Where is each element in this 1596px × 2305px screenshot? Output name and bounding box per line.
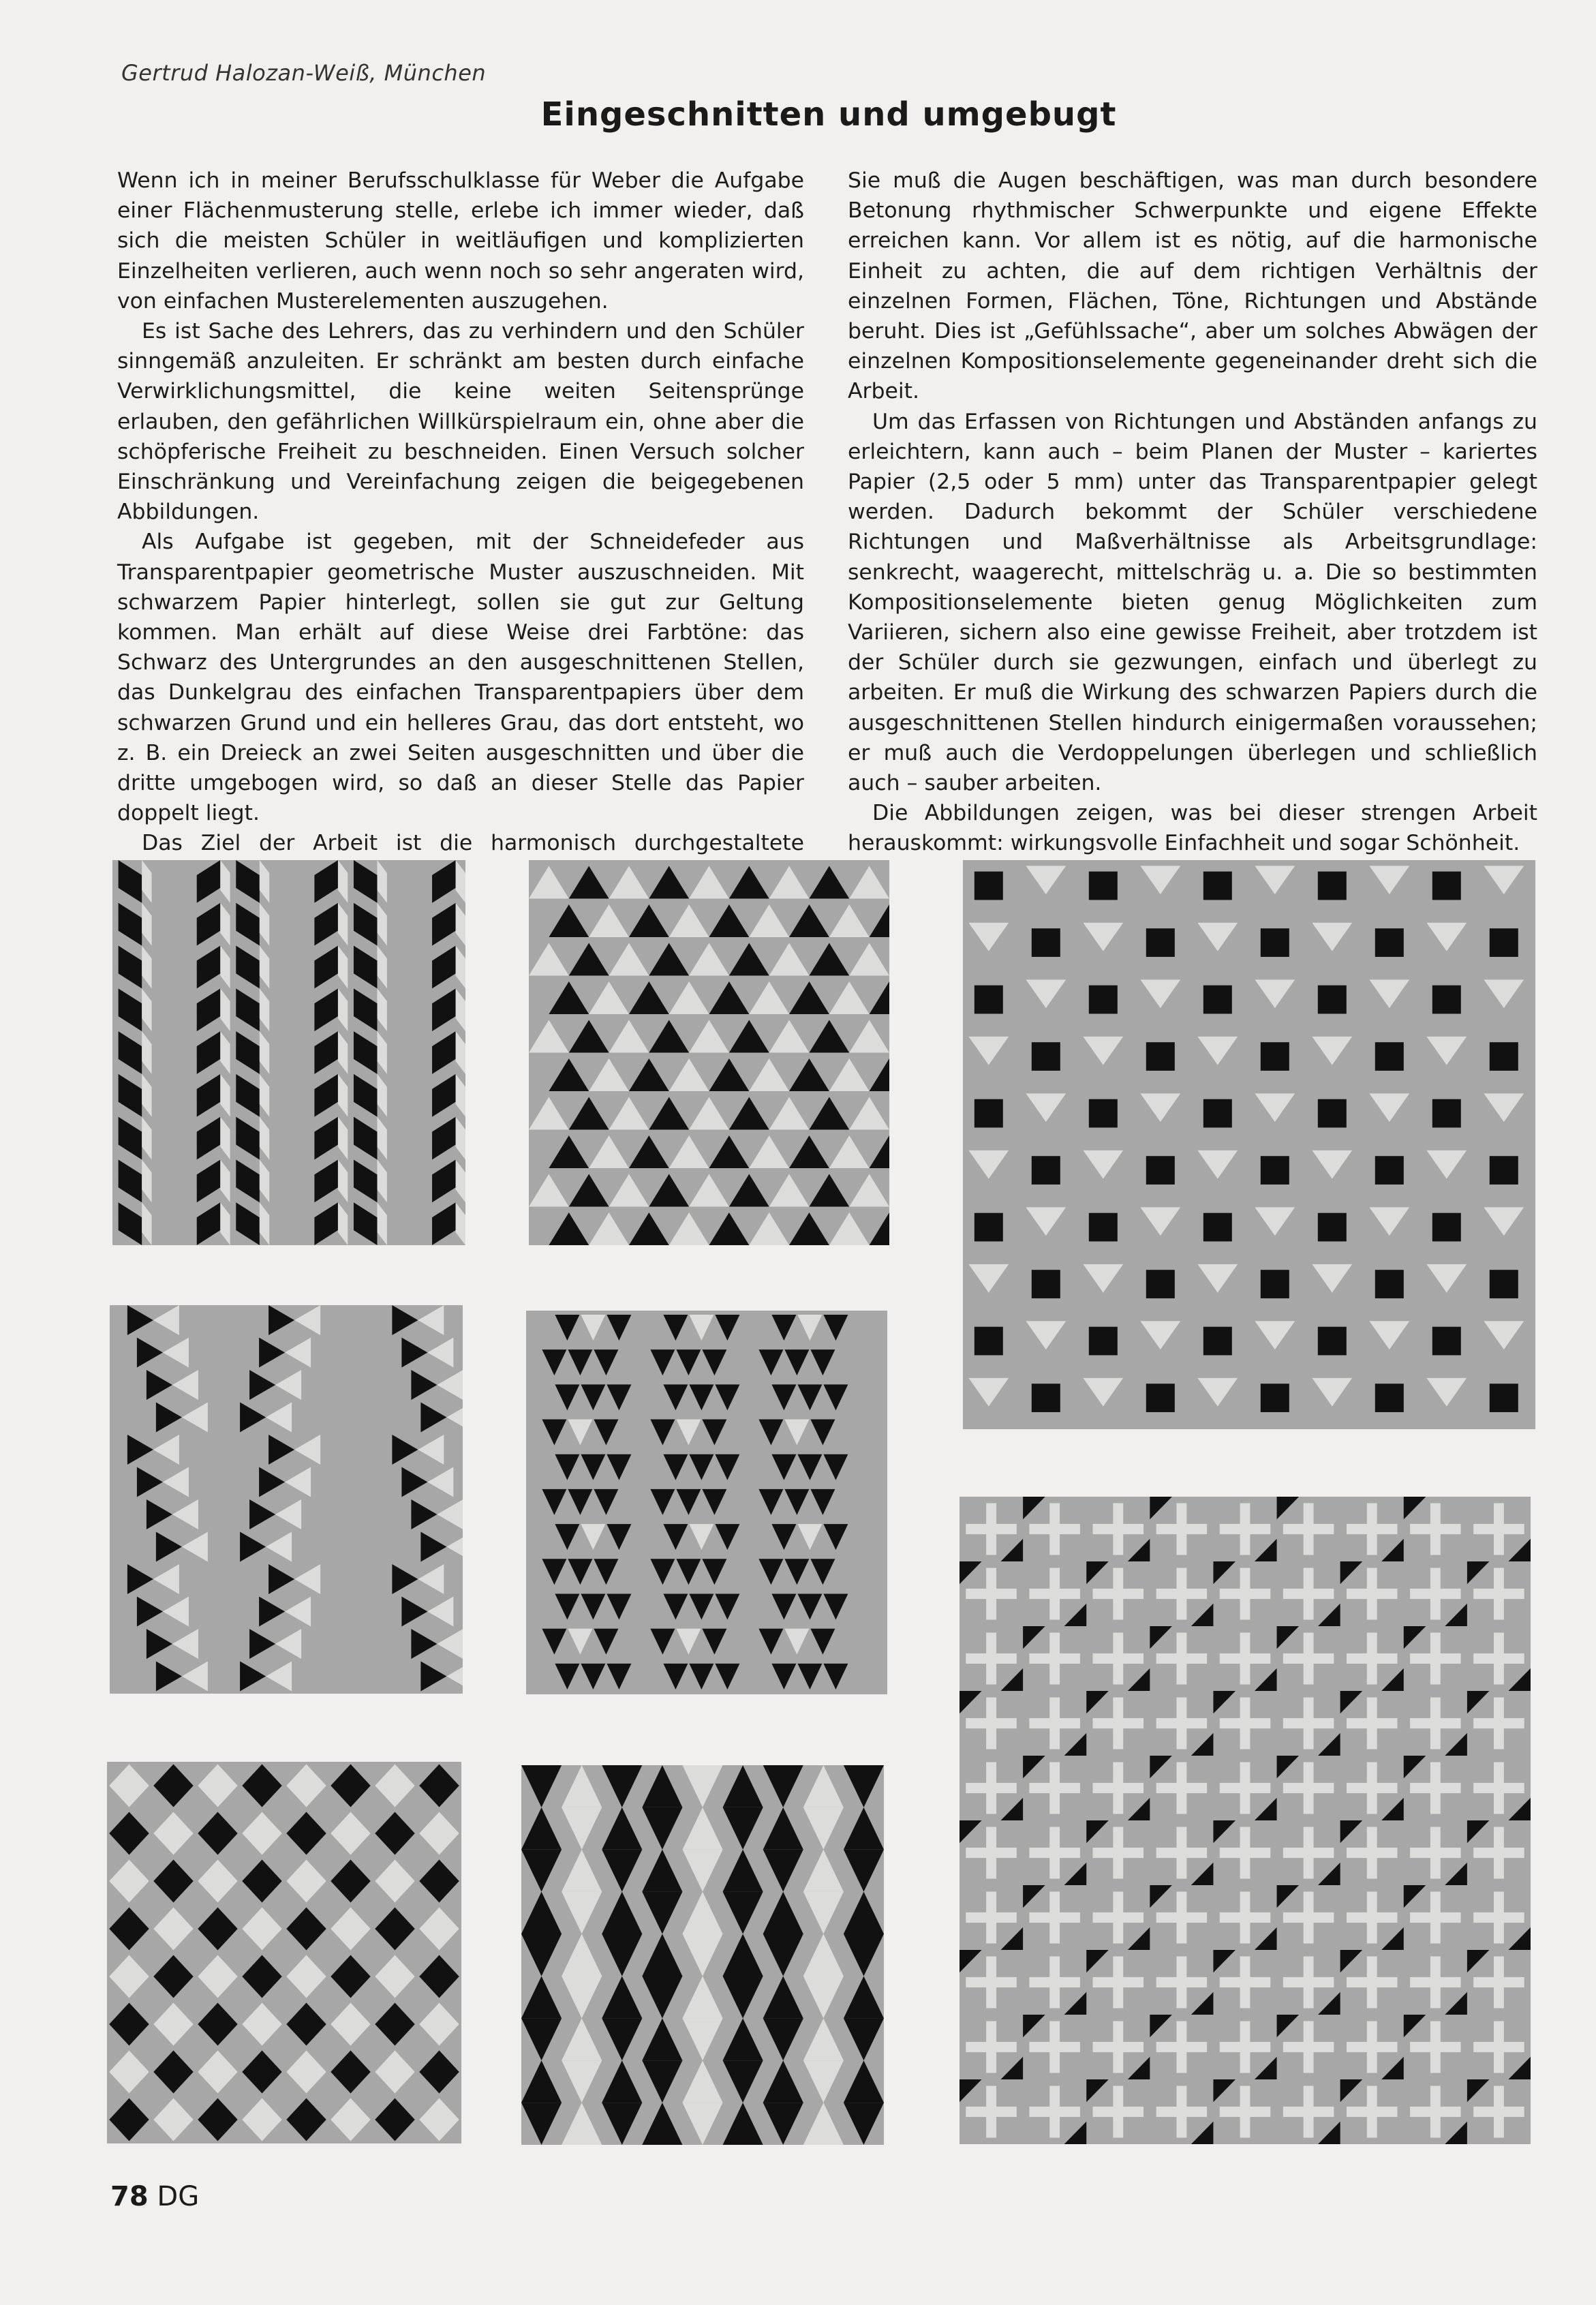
cross-bar-horizontal — [1156, 1653, 1207, 1664]
figure-pattern-folded-triangles — [521, 1765, 884, 2145]
cross-bar-horizontal — [1410, 1912, 1460, 1923]
cross-bar-horizontal — [1093, 1524, 1144, 1534]
cross-bar-horizontal — [1347, 1718, 1397, 1728]
square-cut — [1089, 986, 1118, 1014]
pattern-zigzag-parallelograms — [112, 860, 465, 1245]
cross-bar-horizontal — [1347, 1783, 1397, 1793]
cross-bar-horizontal — [1093, 1589, 1144, 1599]
cross-bar-horizontal — [1473, 1912, 1524, 1923]
cross-bar-horizontal — [1220, 1977, 1270, 1987]
figure-pattern-zigzag — [112, 860, 465, 1245]
journal-abbreviation: DG — [157, 2181, 200, 2212]
square-cut — [1089, 1213, 1118, 1242]
square-cut — [1432, 872, 1461, 900]
cross-bar-horizontal — [1347, 1524, 1397, 1534]
cross-bar-horizontal — [1473, 1848, 1524, 1858]
cross-bar-horizontal — [1473, 2107, 1524, 2117]
figure-pattern-triangle-columns — [526, 1311, 887, 1694]
square-cut — [1261, 1384, 1289, 1412]
cross-bar-horizontal — [1029, 2042, 1079, 2052]
cross-bar-horizontal — [1220, 1718, 1270, 1728]
cross-bar-horizontal — [966, 2042, 1016, 2052]
cross-bar-horizontal — [1156, 1977, 1207, 1987]
square-cut — [1375, 1270, 1404, 1298]
cross-bar-horizontal — [1156, 2107, 1207, 2117]
square-cut — [1432, 1099, 1461, 1128]
paragraph: Als Aufgabe ist gegeben, mit der Schneidefeder aus Transparentpapier geometrische Muster auszuschneiden. Mit schwarzem Papier hinterlegt, sollen sie gut zur Geltung kommen. Man erhält auf diese Weise drei Farbtöne: das Schwarz des Untergrundes an den ausgeschnittenen Stellen, das Dunkelgrau des einfachen Transparentpapiers über dem schwarzen Grund und ein helleres Grau, das dort entsteht, wo z. B. ein Dreieck an zwei Seiten ausgeschnitten und über die dritte umgebogen wird, so daß an dieser Stelle das Papier doppelt liegt. — [117, 530, 804, 826]
pattern-square-cross — [963, 860, 1535, 1429]
author-line: Gertrud Halozan-Weiß, München — [121, 60, 487, 86]
square-cut — [1032, 1156, 1060, 1185]
cross-bar-horizontal — [1283, 2042, 1334, 2052]
square-cut — [1490, 1384, 1518, 1412]
square-cut — [975, 1327, 1003, 1356]
cross-bar-horizontal — [1473, 1524, 1524, 1534]
page-number: 78 — [110, 2181, 149, 2212]
square-cut — [1032, 1384, 1060, 1412]
cross-bar-horizontal — [1220, 1783, 1270, 1793]
square-cut — [1146, 928, 1175, 957]
article-title: Eingeschnitten und umgebugt — [540, 95, 1117, 134]
cross-bar-horizontal — [1093, 1912, 1144, 1923]
cross-bar-horizontal — [1029, 1718, 1079, 1728]
cross-bar-horizontal — [1410, 2107, 1460, 2117]
cross-bar-horizontal — [1093, 2042, 1144, 2052]
cross-bar-horizontal — [966, 1589, 1016, 1599]
cross-bar-horizontal — [1473, 2042, 1524, 2052]
pattern-stepped-columns — [110, 1305, 463, 1694]
square-cut — [1375, 928, 1404, 957]
cross-bar-horizontal — [1283, 1783, 1334, 1793]
square-cut — [975, 1099, 1003, 1128]
cross-bar-horizontal — [1093, 1848, 1144, 1858]
transparent-paper-base — [112, 860, 465, 1245]
pattern-cross-corners — [960, 1497, 1531, 2144]
transparent-paper-base — [110, 1305, 463, 1694]
square-cut — [1203, 986, 1232, 1014]
square-cut — [1375, 1384, 1404, 1412]
square-cut — [1261, 928, 1289, 957]
cross-bar-horizontal — [1283, 1653, 1334, 1664]
cross-bar-horizontal — [1347, 2042, 1397, 2052]
figure-pattern-square-cross — [963, 860, 1535, 1429]
cross-bar-horizontal — [1156, 2042, 1207, 2052]
cross-bar-horizontal — [1156, 1848, 1207, 1858]
square-cut — [1375, 1042, 1404, 1071]
square-cut — [1490, 928, 1518, 957]
cross-bar-horizontal — [1473, 1977, 1524, 1987]
square-cut — [1375, 1156, 1404, 1185]
cross-bar-horizontal — [1283, 2107, 1334, 2117]
cross-bar-horizontal — [1220, 1589, 1270, 1599]
cross-bar-horizontal — [1283, 1718, 1334, 1728]
cross-bar-horizontal — [1347, 1912, 1397, 1923]
pattern-triangle-grid — [529, 860, 889, 1245]
transparent-paper-base — [107, 1762, 461, 2143]
cross-bar-horizontal — [1029, 1524, 1079, 1534]
cross-bar-horizontal — [1029, 1912, 1079, 1923]
cross-bar-horizontal — [1156, 1524, 1207, 1534]
square-cut — [1490, 1042, 1518, 1071]
cross-bar-horizontal — [1347, 1848, 1397, 1858]
cross-bar-horizontal — [1156, 1783, 1207, 1793]
square-cut — [1146, 1384, 1175, 1412]
square-cut — [1146, 1270, 1175, 1298]
cross-bar-horizontal — [1410, 1589, 1460, 1599]
cross-bar-horizontal — [966, 1977, 1016, 1987]
square-cut — [1261, 1042, 1289, 1071]
square-cut — [1203, 1327, 1232, 1356]
cross-bar-horizontal — [1029, 1783, 1079, 1793]
square-cut — [1490, 1156, 1518, 1185]
text-column-right — [848, 166, 1537, 859]
square-cut — [1032, 1270, 1060, 1298]
page-footer — [110, 2181, 199, 2212]
cross-bar-horizontal — [1093, 1783, 1144, 1793]
square-cut — [1032, 928, 1060, 957]
cross-bar-horizontal — [1220, 1912, 1270, 1923]
cross-bar-horizontal — [1220, 1524, 1270, 1534]
paragraph: Um das Erfassen von Richtungen und Abständen anfangs zu erleichtern, kann auch – beim Planen der Muster – kariertes Papier (2,5 oder 5 mm) unter das Transparentpapier gelegt werden. Dadurch bekommt der Schüler verschiedene Richtungen und Maßverhältnisse als Arbeitsgrundlage: senkrecht, waagerecht, mittelschräg u. a. Die so bestimmten Kompositionselemente bieten genug Möglichkeiten zum Variieren, sichern also eine gewisse Freiheit, aber trotzdem ist der Schüler durch sie gezwungen, einfach und überlegt zu arbeiten. Er muß die Wirkung des schwarzen Papiers durch die ausgeschnittenen Stellen hindurch einigermaßen voraussehen; er muß auch die Verdoppelungen überlegen und schließlich auch – sauber arbeiten. — [848, 409, 1537, 796]
cross-bar-horizontal — [1410, 1977, 1460, 1987]
cross-bar-horizontal — [1410, 2042, 1460, 2052]
cross-bar-horizontal — [1410, 1653, 1460, 1664]
cross-bar-horizontal — [1283, 1977, 1334, 1987]
cross-bar-horizontal — [1093, 1718, 1144, 1728]
cross-bar-horizontal — [1029, 1653, 1079, 1664]
cross-bar-horizontal — [1029, 1848, 1079, 1858]
pattern-triangle-columns — [526, 1311, 887, 1694]
cross-bar-horizontal — [966, 1783, 1016, 1793]
pattern-diamond-lattice — [107, 1762, 461, 2143]
cross-bar-horizontal — [1347, 2107, 1397, 2117]
figure-pattern-cross-corners — [960, 1497, 1531, 2144]
cross-bar-horizontal — [1220, 1653, 1270, 1664]
cross-bar-horizontal — [1410, 1718, 1460, 1728]
square-cut — [1318, 986, 1347, 1014]
cross-bar-horizontal — [966, 1718, 1016, 1728]
cross-bar-horizontal — [1220, 2042, 1270, 2052]
square-cut — [1261, 1156, 1289, 1185]
cross-bar-horizontal — [1029, 2107, 1079, 2117]
square-cut — [1146, 1042, 1175, 1071]
cross-bar-horizontal — [966, 1653, 1016, 1664]
cross-bar-horizontal — [1283, 1912, 1334, 1923]
cross-bar-horizontal — [1473, 1653, 1524, 1664]
cross-bar-horizontal — [1156, 1718, 1207, 1728]
cross-bar-horizontal — [1473, 1589, 1524, 1599]
cross-bar-horizontal — [1347, 1589, 1397, 1599]
cross-bar-horizontal — [1029, 1589, 1079, 1599]
cross-bar-horizontal — [1347, 1653, 1397, 1664]
cross-bar-horizontal — [1156, 1912, 1207, 1923]
cross-bar-horizontal — [1283, 1848, 1334, 1858]
square-cut — [1146, 1156, 1175, 1185]
cross-bar-horizontal — [1220, 1848, 1270, 1858]
cross-bar-horizontal — [1093, 1653, 1144, 1664]
square-cut — [1089, 872, 1118, 900]
square-cut — [1432, 1327, 1461, 1356]
square-cut — [975, 986, 1003, 1014]
cross-bar-horizontal — [1029, 1977, 1079, 1987]
square-cut — [1089, 1327, 1118, 1356]
figure-pattern-triangle-grid — [529, 860, 889, 1245]
cross-bar-horizontal — [1093, 1977, 1144, 1987]
text-column-left — [117, 166, 804, 889]
square-cut — [1490, 1270, 1518, 1298]
cross-bar-horizontal — [1410, 1783, 1460, 1793]
square-cut — [1203, 1213, 1232, 1242]
paragraph: Die Abbildungen zeigen, was bei dieser strengen Arbeit herauskommt: wirkungsvolle Einfachheit und sogar Schönheit. — [848, 801, 1537, 856]
paragraph: Es ist Sache des Lehrers, das zu verhindern und den Schüler sinngemäß anzuleiten. Er schränkt am besten durch einfache Verwirklichungsmittel, die keine weiten Seitensprünge erlauben, den gefährlichen Willkürspielraum ein, ohne aber die schöpferische Freiheit zu beschneiden. Einen Versuch solcher Einschränkung und Vereinfachung zeigen die beigegebenen Abbildungen. — [117, 319, 804, 525]
square-cut — [1203, 872, 1232, 900]
square-cut — [1089, 1099, 1118, 1128]
cross-bar-horizontal — [1283, 1524, 1334, 1534]
cross-bar-horizontal — [966, 1524, 1016, 1534]
square-cut — [1432, 986, 1461, 1014]
figure-pattern-diamond-lattice — [107, 1762, 461, 2143]
cross-bar-horizontal — [966, 1912, 1016, 1923]
cross-bar-horizontal — [1156, 1589, 1207, 1599]
cross-bar-horizontal — [1347, 1977, 1397, 1987]
square-cut — [1032, 1042, 1060, 1071]
cross-bar-horizontal — [966, 1848, 1016, 1858]
cross-bar-horizontal — [1473, 1718, 1524, 1728]
square-cut — [1261, 1270, 1289, 1298]
square-cut — [1318, 872, 1347, 900]
cross-bar-horizontal — [1283, 1589, 1334, 1599]
figure-pattern-stepped — [110, 1305, 463, 1694]
cross-bar-horizontal — [1093, 2107, 1144, 2117]
cross-bar-horizontal — [1220, 2107, 1270, 2117]
cross-bar-horizontal — [1473, 1783, 1524, 1793]
cross-bar-horizontal — [1410, 1524, 1460, 1534]
square-cut — [1432, 1213, 1461, 1242]
square-cut — [1318, 1327, 1347, 1356]
pattern-folded-triangles — [521, 1765, 884, 2145]
square-cut — [975, 1213, 1003, 1242]
square-cut — [975, 872, 1003, 900]
square-cut — [1318, 1099, 1347, 1128]
square-cut — [1203, 1099, 1232, 1128]
paragraph: Das Ziel der Arbeit ist die harmonisch durchgestaltete — [142, 831, 804, 856]
square-cut — [1318, 1213, 1347, 1242]
cross-bar-horizontal — [1410, 1848, 1460, 1858]
cross-bar-horizontal — [966, 2107, 1016, 2117]
paragraph: Wenn ich in meiner Berufsschulklasse für Weber die Aufgabe einer Flächenmusterung stelle, erlebe ich immer wieder, daß sich die meisten Schüler in weitläufigen und komplizierten Einzelheiten verlieren, auch wenn noch so sehr angeraten wird, von einfachen Musterelementen auszugehen. — [117, 168, 804, 314]
paragraph: Sie muß die Augen beschäftigen, was man durch besondere Betonung rhythmischer Schwerpunkte und eigene Effekte erreichen kann. Vor allem ist es nötig, auf die harmonische Einheit zu achten, die auf dem richtigen Verhältnis der einzelnen Formen, Flächen, Töne, Richtungen und Abstände beruht. Dies ist „Gefühlssache“, aber um solches Abwägen der einzelnen Kompositionselemente gegeneinander dreht sich die Arbeit. — [848, 168, 1537, 404]
